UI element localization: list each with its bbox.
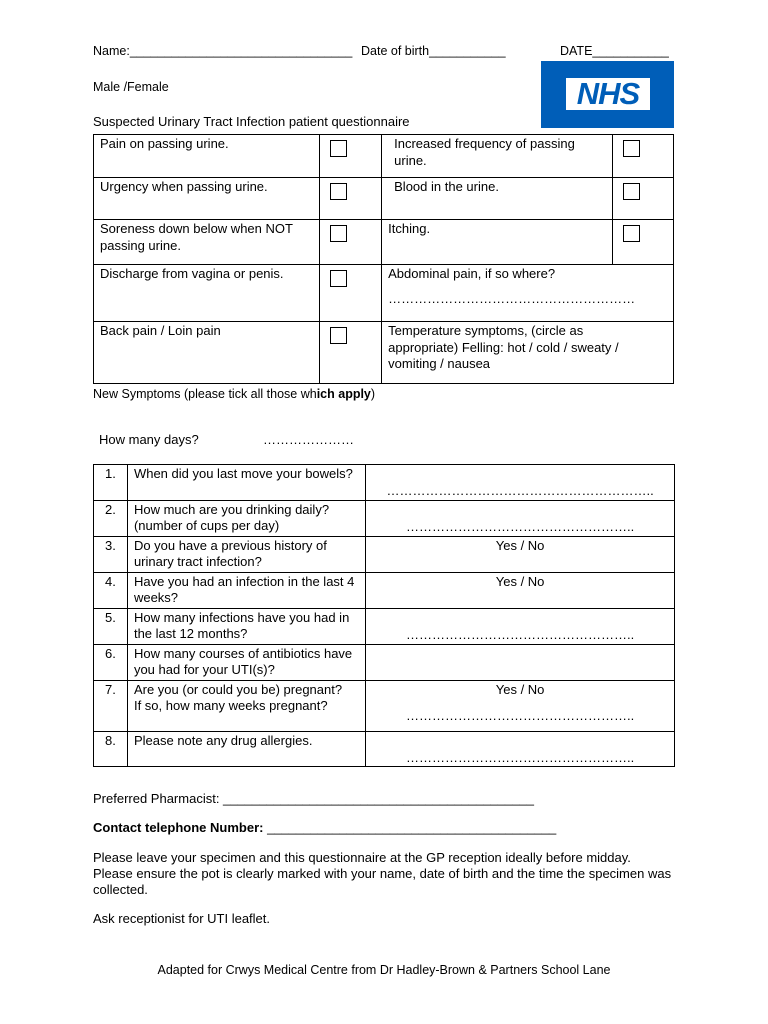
question-text: How much are you drinking daily? (number of cups per day) (133, 501, 330, 533)
answer-field[interactable]: …………………………………………….. (405, 518, 635, 534)
question-number: 3. (105, 537, 116, 553)
question-text: Do you have a previous history of urinary tract infection? (133, 537, 327, 569)
question-text-line: If so, how many weeks pregnant? (133, 698, 328, 713)
symptom-label: Urgency when passing urine. (100, 179, 268, 194)
question-number: 7. (105, 681, 116, 697)
symptom-label: Back pain / Loin pain (100, 323, 221, 338)
symptom-row (94, 220, 674, 265)
table-row (94, 465, 675, 501)
table-row (94, 680, 675, 731)
question-number: 2. (105, 501, 116, 517)
yes-no-answer[interactable]: Yes / No (495, 537, 545, 553)
yes-no-answer[interactable]: Yes / No (495, 681, 545, 697)
days-field[interactable]: ………………… (263, 432, 354, 447)
answer-field[interactable]: …………………………………………….. (405, 749, 635, 765)
instructions-text: Please leave your specimen and this questionnaire at the GP reception ideally before midday. Please ensure the pot is clearly marked with your name, date of birth and the time the specimen was collected. (93, 850, 672, 897)
question-text (128, 681, 365, 716)
symptom-row (94, 135, 674, 178)
days-label: How many days? (99, 432, 199, 447)
symptom-label: Blood in the urine. (394, 179, 499, 194)
phone-line: ________________________________________ (263, 820, 557, 835)
dob-field[interactable]: Date of birth___________ (361, 44, 506, 58)
leaflet-note: Ask receptionist for UTI leaflet. (93, 911, 271, 926)
symptoms-caption-text: New Symptoms (please tick all those wh (93, 387, 317, 401)
question-number: 6. (105, 645, 116, 661)
answer-field[interactable]: …………………………………………….. (405, 708, 635, 723)
question-text: Have you had an infection in the last 4 weeks? (133, 573, 355, 605)
nhs-logo (541, 61, 674, 128)
yes-no-answer[interactable]: Yes / No (495, 573, 545, 589)
symptom-label: Discharge from vagina or penis. (100, 266, 284, 281)
answer-field[interactable] (366, 645, 674, 663)
symptoms-caption-end: ) (370, 387, 376, 401)
table-row (94, 731, 675, 767)
answer-field[interactable]: …………………………………………………….. (386, 483, 654, 498)
symptom-checkbox[interactable] (623, 140, 640, 157)
symptom-label: Itching. (388, 221, 431, 236)
table-row (94, 500, 675, 536)
symptom-row (94, 322, 674, 384)
abdominal-pain-location-field[interactable]: ………………………………………………… (388, 290, 636, 306)
question-number: 5. (105, 609, 116, 625)
symptoms-caption-bold: ich apply (316, 387, 371, 401)
symptom-label: Increased frequency of passing urine. (394, 136, 575, 168)
question-number: 4. (105, 573, 116, 589)
symptom-checkbox[interactable] (623, 183, 640, 200)
symptom-label: Abdominal pain, if so where? (388, 266, 556, 281)
symptom-label: Soreness down below when NOT passing urine. (100, 221, 293, 253)
symptom-checkbox[interactable] (623, 225, 640, 242)
footer-credit: Adapted for Crwys Medical Centre from Dr Hadley-Brown & Partners School Lane (157, 963, 611, 977)
answer-field[interactable]: …………………………………………….. (405, 626, 635, 642)
phone-label: Contact telephone Number: (93, 820, 264, 835)
symptom-checkbox[interactable] (330, 183, 347, 200)
question-text: When did you last move your bowels? (133, 466, 353, 481)
table-row (94, 644, 675, 680)
phone-field[interactable] (93, 820, 556, 835)
question-text-line: Are you (or could you be) pregnant? (133, 681, 343, 697)
question-number: 1. (105, 466, 116, 481)
symptom-label: Pain on passing urine. (100, 136, 229, 151)
nhs-logo-text: NHS (576, 76, 640, 111)
symptoms-caption (93, 387, 375, 401)
symptom-checkbox[interactable] (330, 225, 347, 242)
temperature-symptoms-options[interactable]: Temperature symptoms, (circle as appropriate) Felling: hot / cold / sweaty / vomiting / nausea (388, 323, 619, 371)
questions-table (93, 464, 675, 767)
question-text: How many infections have you had in the last 12 months? (133, 609, 350, 641)
gender-field[interactable]: Male /Female (93, 80, 169, 94)
symptom-row (94, 265, 674, 322)
symptom-checkbox[interactable] (330, 327, 347, 344)
question-text: Please note any drug allergies. (133, 732, 313, 748)
table-row (94, 608, 675, 644)
name-field[interactable]: Name:________________________________ (93, 44, 353, 58)
symptoms-table (93, 134, 674, 384)
pharmacist-field[interactable]: Preferred Pharmacist: ___________________________________________ (93, 791, 534, 806)
symptom-checkbox[interactable] (330, 270, 347, 287)
page-title: Suspected Urinary Tract Infection patient questionnaire (93, 114, 410, 129)
question-number: 8. (105, 732, 116, 748)
table-row (94, 536, 675, 572)
symptom-row (94, 178, 674, 220)
question-text: How many courses of antibiotics have you had for your UTI(s)? (133, 645, 353, 677)
date-field[interactable]: DATE___________ (560, 44, 669, 58)
table-row (94, 572, 675, 608)
symptom-checkbox[interactable] (330, 140, 347, 157)
